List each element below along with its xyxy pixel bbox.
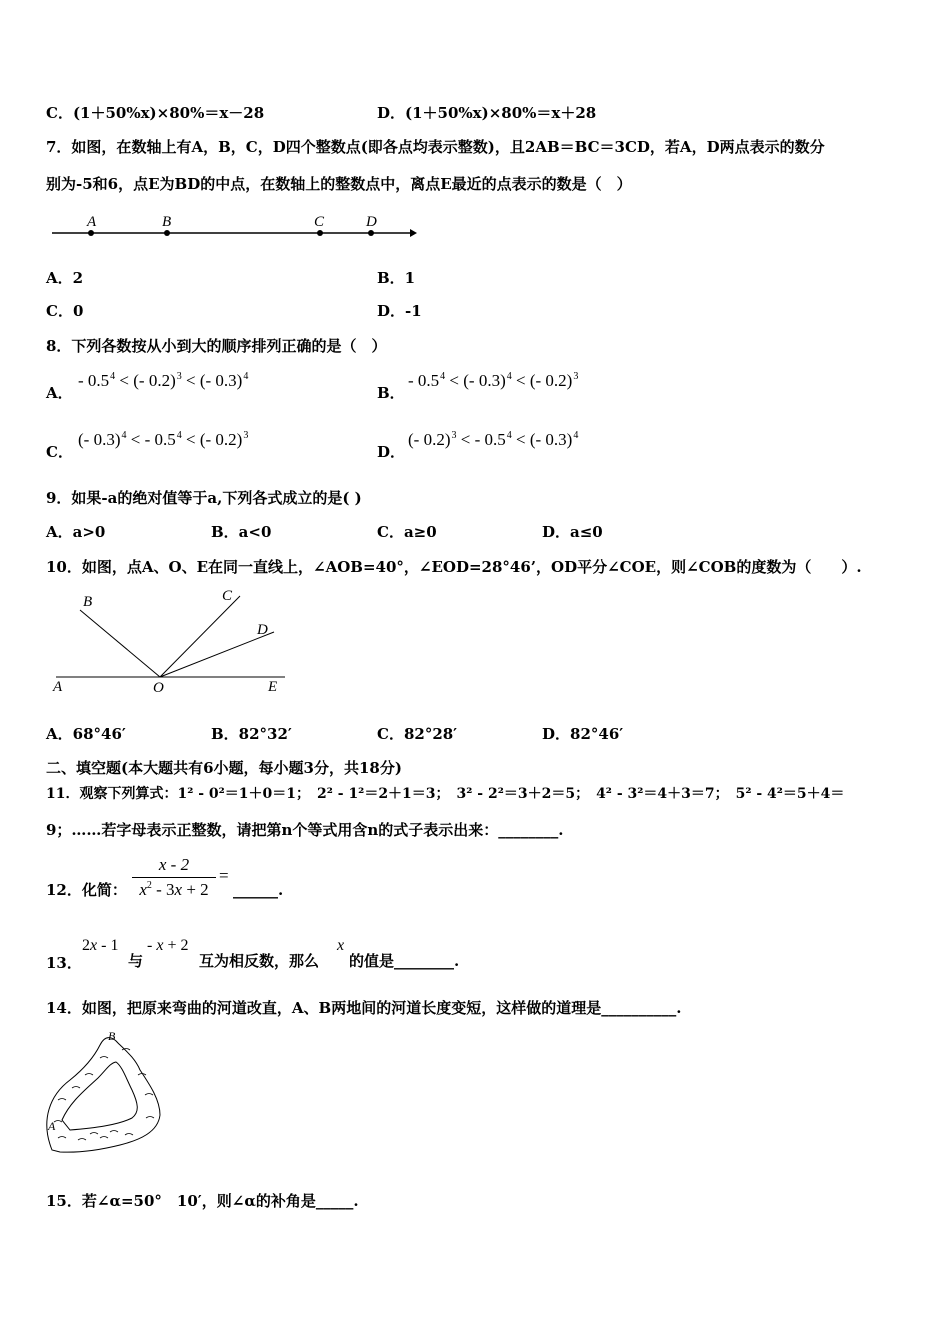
label-o: O [153, 680, 164, 696]
q13-var: x [337, 937, 345, 954]
q7-option-b: B．1 [377, 269, 416, 287]
q14-stem: 14．如图，把原来弯曲的河道改直，A、B两地间的河道长度变短，这样做的道理是__________. [46, 999, 682, 1017]
q8-stem: 8．下列各数按从小到大的顺序排列正确的是（ ） [46, 337, 387, 355]
q10-stem: 10．如图，点A、O、E在同一直线上，∠AOB=40°，∠EOD=28°46’，OD平分∠COE，则∠COB的度数为（ ）. [46, 558, 862, 576]
label-d: D [257, 622, 268, 638]
river-outer-bank [47, 1038, 160, 1153]
q9-option-a: A．a>0 [46, 523, 106, 541]
q9-option-d: D．a≤0 [542, 523, 603, 541]
q8-option-d-label: D． [377, 443, 406, 461]
q6-option-d: D．(1＋50%x)×80%＝x＋28 [377, 104, 597, 122]
q8-option-a-expr: - $0.5^4$ < (- 0.2)$^3$ < (- 0.3)$^4$ [78, 371, 249, 390]
q9-option-b: B．a<0 [211, 523, 272, 541]
label-b: B [108, 1029, 116, 1043]
q13-with: 与 [128, 952, 144, 970]
label-d: D [366, 214, 377, 230]
q11-line1: 11．观察下列算式：1² - 0²＝1＋0＝1； 2² - 1²＝2＋1＝3； 3² - 2²＝3＋2＝5； 4² - 3²＝4＋3＝7； 5² - 4²＝5＋4＝ [46, 786, 845, 802]
q7-option-c: C．0 [46, 302, 84, 320]
q10-option-b: B．82°32′ [211, 725, 292, 743]
q8-option-c-expr: (- 0.3)$^4$ < - $0.5^4$ < (- 0.2)$^3$ [78, 430, 249, 449]
q10-option-c: C．82°28′ [377, 725, 458, 743]
label-b: B [83, 594, 93, 610]
section-2-title: 二、填空题(本大题共有6小题，每小题3分，共18分) [46, 759, 402, 777]
q11-line2: 9；……若字母表示正整数，请把第n个等式用含n的式子表示出来：________. [46, 821, 564, 839]
q13-tail: 的值是________. [349, 952, 460, 970]
q13-label: 13． [46, 954, 82, 972]
q7-option-d: D．-1 [377, 302, 422, 320]
label-e: E [268, 679, 278, 695]
label-a: A [53, 679, 63, 695]
q7-stem-line2: 别为-5和6，点E为BD的中点，在数轴上的整数点中，离点E最近的点表示的数是（ ） [46, 175, 632, 193]
q12-label: 12．化简： [46, 881, 127, 899]
q12-denominator: $x^2 - 3x + 2$ [139, 880, 209, 899]
q7-stem-line1: 7．如图，在数轴上有A，B，C，D四个整数点(即各点均表示整数)，且2AB＝BC＝3CD，若A，D两点表示的数分 [46, 138, 825, 156]
q8-option-c-label: C． [46, 443, 73, 461]
q9-option-c: C．a≥0 [377, 523, 437, 541]
q13-expr1: 2x - 1 [82, 937, 119, 954]
q13-expr2: - x + 2 [147, 937, 189, 954]
label-a: A [48, 1119, 56, 1133]
q13-middle-text: 互为相反数，那么 [199, 952, 320, 970]
q9-stem: 9．如果-a的绝对值等于a,下列各式成立的是( ) [46, 489, 362, 507]
label-c: C [314, 214, 325, 230]
river-inner-bank [62, 1062, 137, 1130]
q7-option-a: A．2 [46, 269, 84, 287]
q12-blank: ______. [233, 881, 284, 899]
q10-option-a: A．68°46′ [46, 725, 126, 743]
q12-equals: = [219, 866, 229, 885]
q6-option-c: C．(1＋50%x)×80%＝x－28 [46, 104, 265, 122]
q8-option-b-expr: - $0.5^4$ < (- 0.3)$^4$ < (- 0.2)$^3$ [408, 371, 579, 390]
q8-option-a-label: A． [46, 384, 73, 402]
label-a: A [87, 214, 97, 230]
label-c: C [222, 588, 233, 604]
q8-option-d-expr: (- 0.2)$^3$ < - $0.5^4$ < (- 0.3)$^4$ [408, 430, 579, 449]
q12-numerator: x - 2 [158, 855, 190, 874]
q10-option-d: D．82°46′ [542, 725, 624, 743]
label-b: B [162, 214, 172, 230]
q15-stem: 15．若∠α=50° 10′，则∠α的补角是_____. [46, 1192, 359, 1210]
q8-option-b-label: B． [377, 384, 405, 402]
